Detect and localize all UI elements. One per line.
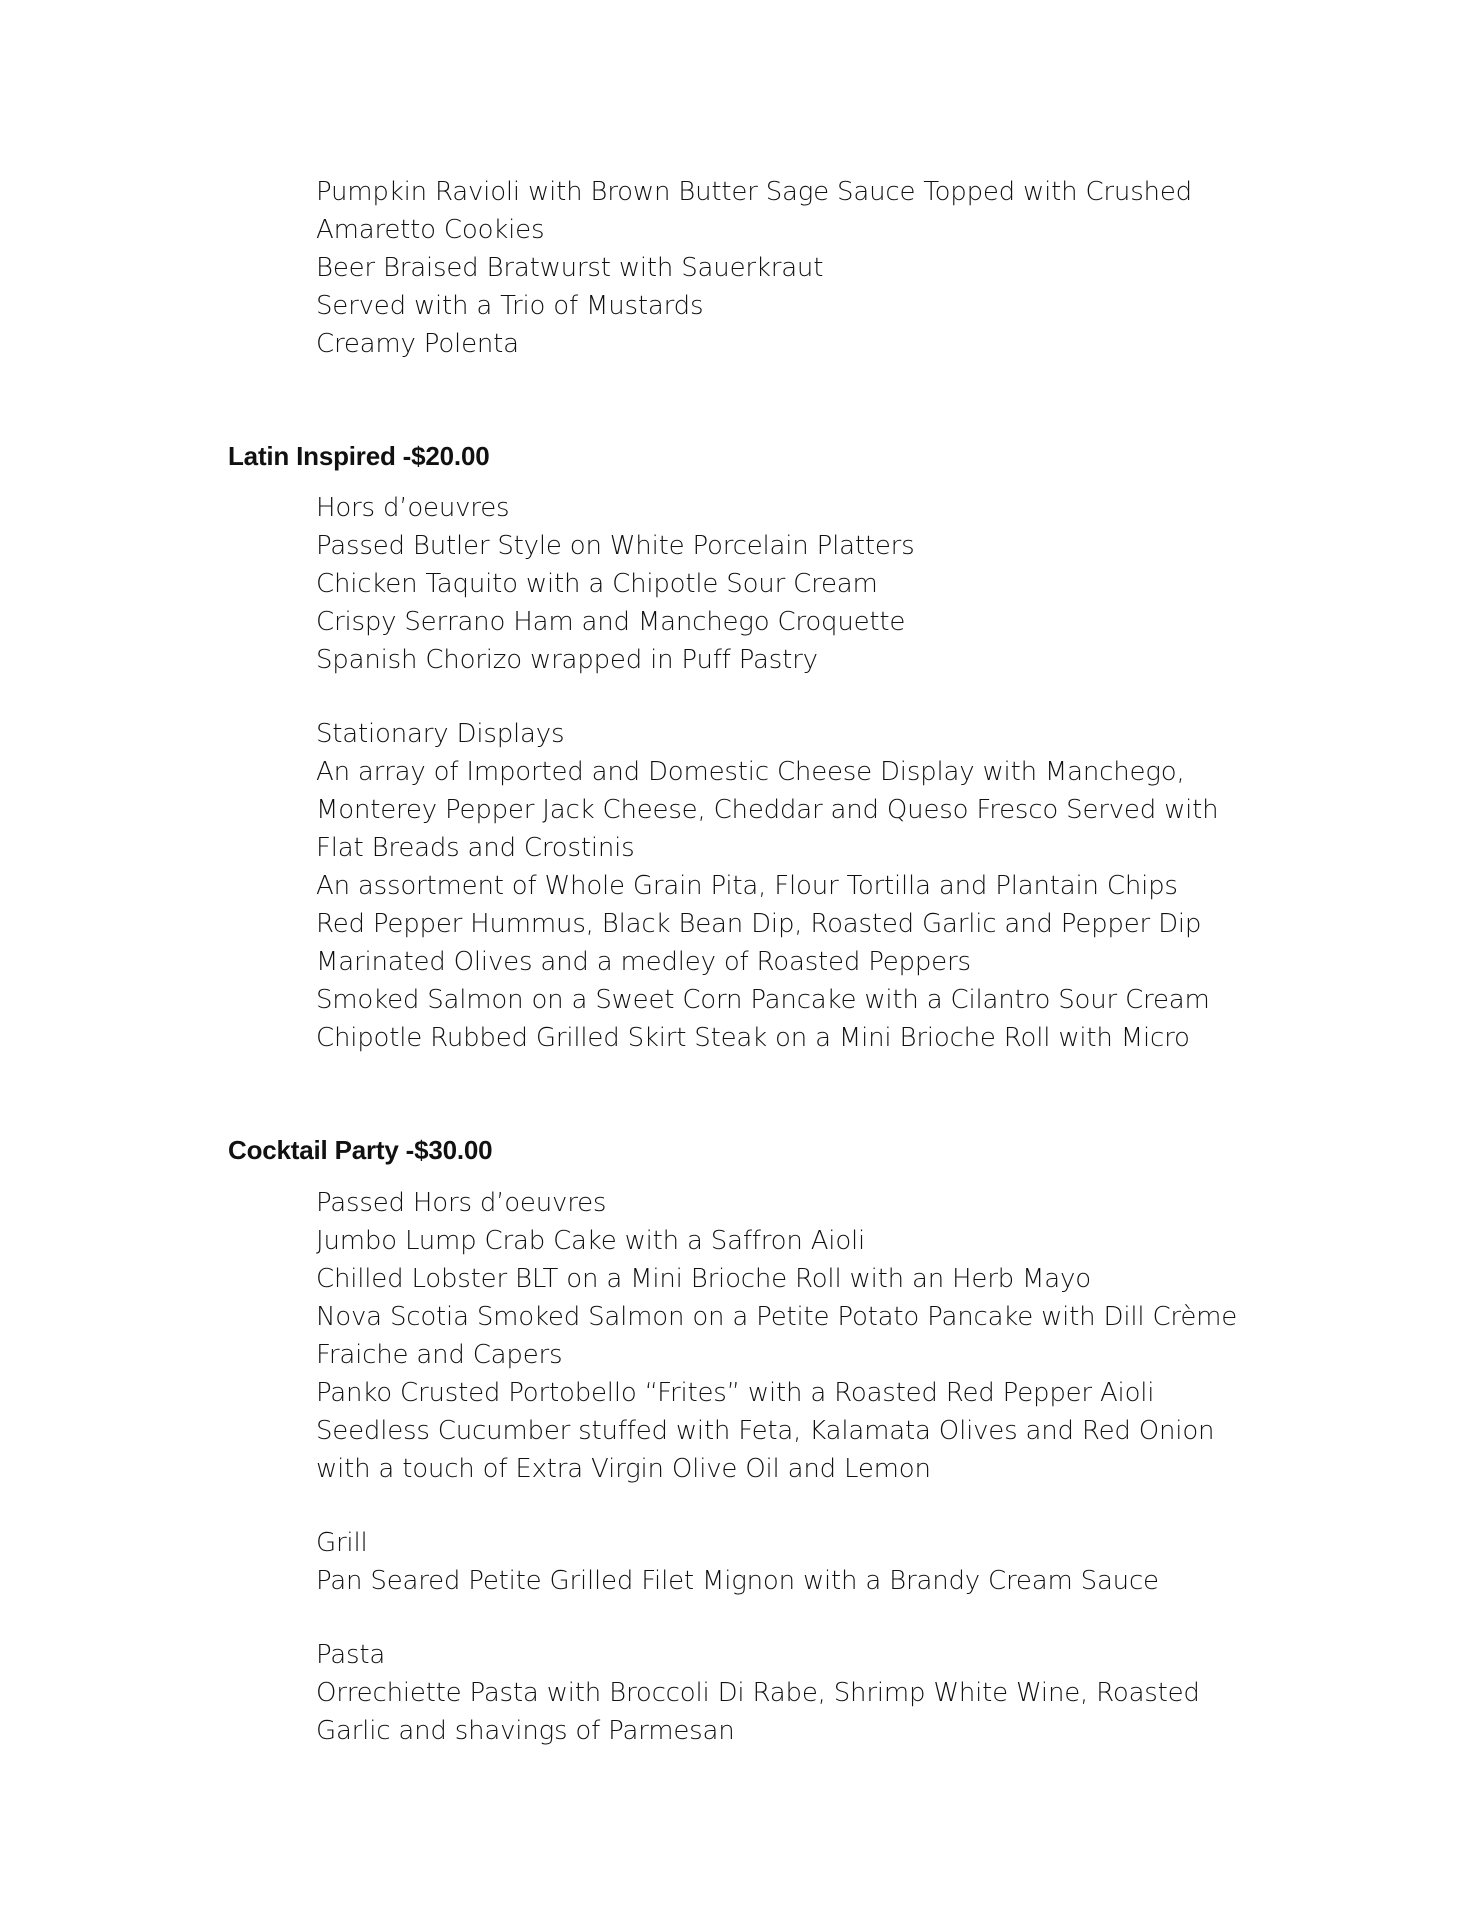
menu-line: Jumbo Lump Crab Cake with a Saffron Aioli xyxy=(316,1226,866,1256)
menu-line: Crispy Serrano Ham and Manchego Croquette xyxy=(316,607,906,637)
menu-line: An assortment of Whole Grain Pita, Flour Tortilla and Plantain Chips xyxy=(316,871,1178,901)
cocktail-items xyxy=(316,1184,1316,1750)
menu-line: An array of Imported and Domestic Cheese Display with Manchego, xyxy=(316,757,1185,787)
latin-items xyxy=(316,489,1316,1057)
menu-line: Orrechiette Pasta with Broccoli Di Rabe, Shrimp White Wine, Roasted xyxy=(316,1678,1200,1708)
menu-line: Chipotle Rubbed Grilled Skirt Steak on a Mini Brioche Roll with Micro xyxy=(316,1023,1190,1053)
menu-line: Grill xyxy=(316,1528,368,1558)
menu-line: Hors d’oeuvres xyxy=(316,493,510,523)
menu-line: Pasta xyxy=(316,1640,386,1670)
menu-line: Beer Braised Bratwurst with Sauerkraut xyxy=(316,253,824,283)
menu-line: Seedless Cucumber stuffed with Feta, Kalamata Olives and Red Onion xyxy=(316,1416,1215,1446)
menu-line: Chilled Lobster BLT on a Mini Brioche Roll with an Herb Mayo xyxy=(316,1264,1091,1294)
menu-line: Fraiche and Capers xyxy=(316,1340,563,1370)
menu-line: Smoked Salmon on a Sweet Corn Pancake with a Cilantro Sour Cream xyxy=(316,985,1210,1015)
intro-items xyxy=(316,173,1316,363)
menu-line: Pan Seared Petite Grilled Filet Mignon with a Brandy Cream Sauce xyxy=(316,1566,1159,1596)
menu-line: Passed Hors d’oeuvres xyxy=(316,1188,607,1218)
menu-line: Garlic and shavings of Parmesan xyxy=(316,1716,735,1746)
section-heading-cocktail: Cocktail Party -$30.00 xyxy=(228,1135,493,1165)
menu-line: Panko Crusted Portobello “Frites” with a Roasted Red Pepper Aioli xyxy=(316,1378,1155,1408)
menu-line: Amaretto Cookies xyxy=(316,215,545,245)
menu-line: Stationary Displays xyxy=(316,719,565,749)
menu-line: Spanish Chorizo wrapped in Puff Pastry xyxy=(316,645,818,675)
menu-line: Red Pepper Hummus, Black Bean Dip, Roasted Garlic and Pepper Dip xyxy=(316,909,1202,939)
spacer xyxy=(316,679,1316,715)
menu-line: Flat Breads and Crostinis xyxy=(316,833,635,863)
menu-line: Chicken Taquito with a Chipotle Sour Cream xyxy=(316,569,878,599)
menu-line: Pumpkin Ravioli with Brown Butter Sage Sauce Topped with Crushed xyxy=(316,177,1192,207)
menu-line: Passed Butler Style on White Porcelain Platters xyxy=(316,531,915,561)
menu-line: Nova Scotia Smoked Salmon on a Petite Potato Pancake with Dill Crème xyxy=(316,1302,1238,1332)
spacer xyxy=(316,1488,1316,1524)
section-heading-latin: Latin Inspired -$20.00 xyxy=(228,441,490,471)
menu-line: with a touch of Extra Virgin Olive Oil and Lemon xyxy=(316,1454,931,1484)
spacer xyxy=(316,1600,1316,1636)
menu-line: Served with a Trio of Mustards xyxy=(316,291,704,321)
menu-line: Monterey Pepper Jack Cheese, Cheddar and Queso Fresco Served with xyxy=(316,795,1219,825)
menu-line: Marinated Olives and a medley of Roasted Peppers xyxy=(316,947,971,977)
menu-line: Creamy Polenta xyxy=(316,329,519,359)
